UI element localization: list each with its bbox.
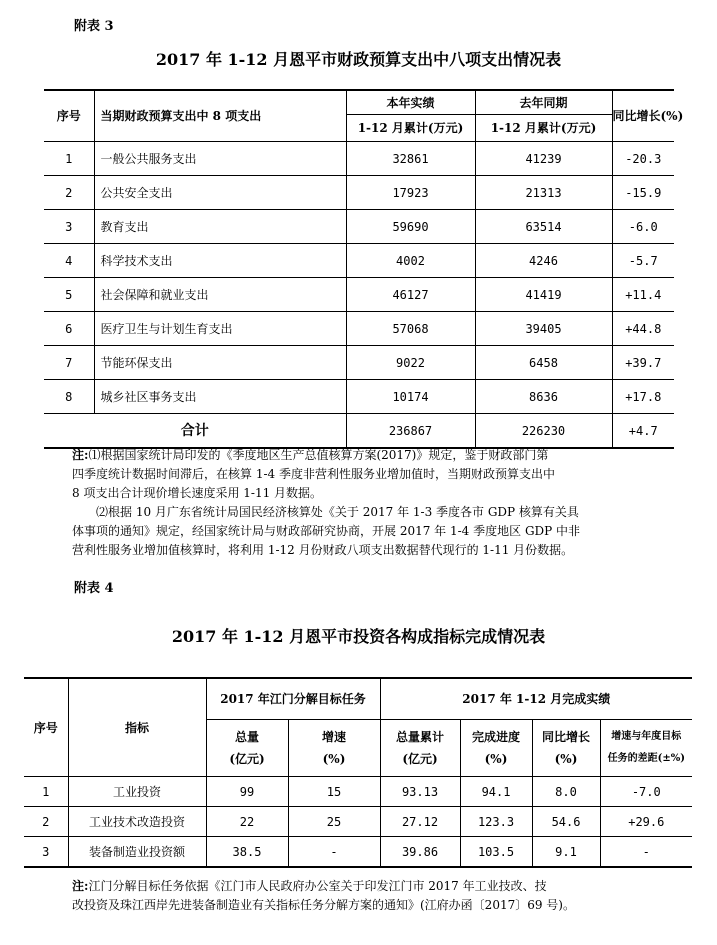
row-growth: -15.9 xyxy=(612,176,674,210)
row-target-growth: 25 xyxy=(288,807,380,837)
header-seq: 序号 xyxy=(44,90,94,142)
note1-line-1: ⑴根据国家统计局印发的《季度地区生产总值核算方案(2017)》规定，鉴于财政部门第 xyxy=(88,448,549,462)
header-actual-total: 总量累计 (亿元) xyxy=(380,720,460,777)
annex4-title: 2017 年 1-12 月恩平市投资各构成指标完成情况表 xyxy=(171,627,546,646)
table-row xyxy=(44,346,674,380)
row-prior: 41239 xyxy=(475,142,612,176)
total-current: 236867 xyxy=(346,414,475,449)
annex3-title: 2017 年 1-12 月恩平市财政预算支出中八项支出情况表 xyxy=(155,50,562,69)
row-seq: 3 xyxy=(24,837,68,868)
row-name: 装备制造业投资额 xyxy=(68,837,206,868)
table-row xyxy=(44,312,674,346)
row-prior: 21313 xyxy=(475,176,612,210)
header-prior-group: 去年同期 xyxy=(475,90,612,115)
row-name: 工业投资 xyxy=(68,777,206,807)
note1-line-3: 8 项支出合计现价增长速度采用 1-11 月数据。 xyxy=(72,486,323,500)
row-seq: 2 xyxy=(44,176,94,210)
row-seq: 1 xyxy=(44,142,94,176)
total-growth: +4.7 xyxy=(612,414,674,449)
row-growth: +11.4 xyxy=(612,278,674,312)
annex4-note-line-2: 改投资及珠江西岸先进装备制造业有关指标任务分解方案的通知》(江府办函〔2017〕69 号)。 xyxy=(72,898,575,912)
table-row xyxy=(44,176,674,210)
annex3-label: 附表 3 xyxy=(74,19,114,34)
row-current: 4002 xyxy=(346,244,475,278)
row-gap: -7.0 xyxy=(600,777,692,807)
row-prior: 6458 xyxy=(475,346,612,380)
annex4-note-prefix: 注: xyxy=(72,879,89,893)
header-yoy: 同比增长 (%) xyxy=(532,720,600,777)
table-row xyxy=(24,777,692,807)
annex3-notes xyxy=(72,446,682,560)
row-progress: 103.5 xyxy=(460,837,532,868)
header-target-growth: 增速 (%) xyxy=(288,720,380,777)
row-seq: 2 xyxy=(24,807,68,837)
table-row xyxy=(44,244,674,278)
table-row xyxy=(44,278,674,312)
total-label: 合计 xyxy=(44,414,346,449)
row-growth: +44.8 xyxy=(612,312,674,346)
row-progress: 123.3 xyxy=(460,807,532,837)
row-current: 10174 xyxy=(346,380,475,414)
row-prior: 39405 xyxy=(475,312,612,346)
row-target-growth: 15 xyxy=(288,777,380,807)
row-seq: 4 xyxy=(44,244,94,278)
note2-line-1: ⑵根据 10 月广东省统计局国民经济核算处《关于 2017 年 1-3 季度各市 GDP 核算有关具 xyxy=(96,505,579,519)
annex3-note-prefix: 注: xyxy=(72,448,89,462)
row-yoy: 9.1 xyxy=(532,837,600,868)
header-progress: 完成进度 (%) xyxy=(460,720,532,777)
row-actual-total: 39.86 xyxy=(380,837,460,868)
annex4-label: 附表 4 xyxy=(74,581,114,596)
row-seq: 8 xyxy=(44,380,94,414)
note2-line-3: 营利性服务业增加值核算时，将利用 1-12 月份财政八项支出数据替代现行的 1-11 月份数据。 xyxy=(72,543,574,557)
row-actual-total: 93.13 xyxy=(380,777,460,807)
row-seq: 7 xyxy=(44,346,94,380)
row-name: 医疗卫生与计划生育支出 xyxy=(94,312,346,346)
table-row xyxy=(44,142,674,176)
row-prior: 4246 xyxy=(475,244,612,278)
header-current-sub: 1-12 月累计(万元) xyxy=(346,115,475,142)
row-growth: -20.3 xyxy=(612,142,674,176)
header-seq: 序号 xyxy=(24,678,68,777)
row-current: 32861 xyxy=(346,142,475,176)
annex4-table xyxy=(24,677,692,868)
row-growth: +17.8 xyxy=(612,380,674,414)
table-row xyxy=(24,807,692,837)
row-name: 科学技术支出 xyxy=(94,244,346,278)
row-progress: 94.1 xyxy=(460,777,532,807)
row-name: 教育支出 xyxy=(94,210,346,244)
table-row xyxy=(24,837,692,868)
table-row xyxy=(44,380,674,414)
header-item: 当期财政预算支出中 8 项支出 xyxy=(94,90,346,142)
header-target-group: 2017 年江门分解目标任务 xyxy=(206,678,380,720)
row-actual-total: 27.12 xyxy=(380,807,460,837)
row-seq: 3 xyxy=(44,210,94,244)
row-name: 城乡社区事务支出 xyxy=(94,380,346,414)
row-prior: 41419 xyxy=(475,278,612,312)
row-target-total: 38.5 xyxy=(206,837,288,868)
row-current: 59690 xyxy=(346,210,475,244)
row-name: 公共安全支出 xyxy=(94,176,346,210)
row-current: 57068 xyxy=(346,312,475,346)
row-prior: 8636 xyxy=(475,380,612,414)
row-growth: -5.7 xyxy=(612,244,674,278)
row-seq: 5 xyxy=(44,278,94,312)
header-prior-sub: 1-12 月累计(万元) xyxy=(475,115,612,142)
row-prior: 63514 xyxy=(475,210,612,244)
header-growth: 同比增长(%) xyxy=(612,90,674,142)
row-gap: - xyxy=(600,837,692,868)
header-current-group: 本年实绩 xyxy=(346,90,475,115)
row-gap: +29.6 xyxy=(600,807,692,837)
annex3-table xyxy=(44,89,684,449)
header-indicator: 指标 xyxy=(68,678,206,777)
row-seq: 1 xyxy=(24,777,68,807)
row-target-total: 22 xyxy=(206,807,288,837)
note1-line-2: 四季度统计数据时间滞后，在核算 1-4 季度非营利性服务业增加值时，当期财政预算支出中 xyxy=(72,467,555,481)
total-prior: 226230 xyxy=(475,414,612,449)
table-row xyxy=(44,210,674,244)
row-growth: -6.0 xyxy=(612,210,674,244)
row-name: 节能环保支出 xyxy=(94,346,346,380)
row-yoy: 54.6 xyxy=(532,807,600,837)
row-current: 9022 xyxy=(346,346,475,380)
row-current: 17923 xyxy=(346,176,475,210)
row-current: 46127 xyxy=(346,278,475,312)
row-name: 工业技术改造投资 xyxy=(68,807,206,837)
row-growth: +39.7 xyxy=(612,346,674,380)
row-name: 一般公共服务支出 xyxy=(94,142,346,176)
header-gap: 增速与年度目标 任务的差距(±%) xyxy=(600,720,692,777)
note2-line-2: 体事项的通知》规定，经国家统计局与财政部研究协商，开展 2017 年 1-4 季度地区 GDP 中非 xyxy=(72,524,581,538)
row-seq: 6 xyxy=(44,312,94,346)
header-target-total: 总量 (亿元) xyxy=(206,720,288,777)
row-target-total: 99 xyxy=(206,777,288,807)
row-target-growth: - xyxy=(288,837,380,868)
row-name: 社会保障和就业支出 xyxy=(94,278,346,312)
row-yoy: 8.0 xyxy=(532,777,600,807)
annex4-note-line-1: 江门分解目标任务依据《江门市人民政府办公室关于印发江门市 2017 年工业技改、技 xyxy=(88,879,547,893)
header-actual-group: 2017 年 1-12 月完成实绩 xyxy=(380,678,692,720)
total-row xyxy=(44,414,674,449)
annex4-notes xyxy=(72,877,682,915)
